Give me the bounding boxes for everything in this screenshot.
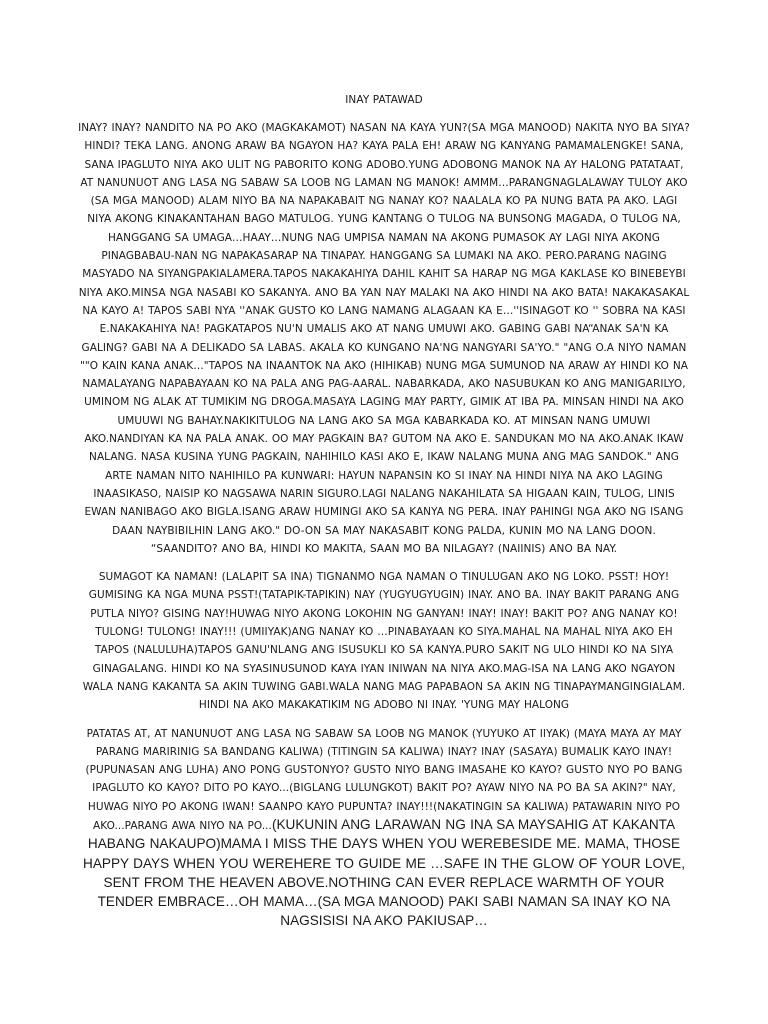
- paragraph-3-text: PATATAS AT, AT NANUNUOT ANG LASA NG SABAW SA LOOB NG MANOK (YUYUKO AT IIYAK) (MAYA MAYA AY MAY PARANG MARIRINIG SA BANDANG KALIWA) (TITINGIN SA KALIWA) INAY? INAY (SASAYA) BUMALIK KAYO INAY! (PUPUNASAN ANG LUHA) ANO PONG GUSTONYO? GUSTO NIYO BANG IMASAHE KO KAYO? GUSTO NYO PO BANG IPAGLUTO KO KAYO? DITO PO KAYO...(BIGLANG LULUNGKOT) BAKIT PO? AYAW NIYO NA PO BA SA AKIN?" NAY, HUWAG NIYO PO AKONG IWAN! SAANPO KAYO PUPUNTA? INAY!!!(NAKATINGIN SA KALIWA) PATAWARIN NIYO PO AKO...PARANG AWA NIYO NA PO...: [85, 727, 683, 832]
- paragraph-2: SUMAGOT KA NAMAN! (LALAPIT SA INA) TIGNANMO NGA NAMAN O TINULUGAN AKO NG LOKO. PSST! HOY! GUMISING KA NGA MUNA PSST!(TATAPIK-TAPIKIN) NAY (YUGYUGYUGIN) INAY. ANO BA. INAY BAKIT PARANG ANG PUTLA NIYO? GISING NAY!HUWAG NIYO AKONG LOKOHIN NG GANYAN! INAY! INAY! BAKIT PO? ANG NANAY KO! TULONG! TULONG! INAY!!! (UMIIYAK)ANG NANAY KO …PINABAYAAN KO SIYA.MAHAL NA MAHAL NIYA AKO EH TAPOS (NALULUHA)TAPOS GANU'NLANG ANG ISUSUKLI KO SA KANYA.PURO SAKIT NG ULO HINDI KO NA SIYA GINAGALANG. HINDI KO NA SYASINUSUNOD KAYA IYAN INIWAN NA NIYA AKO.MAG-ISA NA LANG AKO NGAYON WALA NANG KAKANTA SA AKIN TUWING GABI.WALA NANG MAG PAPABAON SA AKIN NG TINAPAYMANGINGIALAM. HINDI NA AKO MAKAKATIKIM NG ADOBO NI INAY. 'YUNG MAY HALONG: [82, 571, 686, 712]
- paragraph-1: INAY? INAY? NANDITO NA PO AKO (MAGKAKAMOT) NASAN NA KAYA YUN?(SA MGA MANOOD) NAKITA NYO BA SIYA? HINDI? TEKA LANG. ANONG ARAW BA NGAYON HA? KAYA PALA EH! ARAW NG KANYANG PAMAMALENGKE! SANA, SANA IPAGLUTO NIYA AKO ULIT NG PABORITO KONG ADOBO.YUNG ADOBONG MANOK NA AY HALONG PATATAAT, AT NANUNUOT ANG LASA NG SABAW SA LOOB NG LAMAN NG MANOK! AMMM…PARANGNAGLALAWAY TULOY AKO (SA MGA MANOOD) ALAM NIYO BA NA NAPAKABAIT NG NANAY KO? NAALALA KO PA NUNG BATA PA AKO. LAGI NIYA AKONG KINAKANTAHAN BAGO MATULOG. YUNG KANTANG O TULOG NA BUNSONG MAGADA, O TULOG NA, HANGGANG SA UMAGA…HAAY…NUNG NAG UMPISA NAMAN NA AKONG PUMASOK AY LAGI NIYA AKONG PINAGBABAU-NAN NG NAPAKASARAP NA TINAPAY. HANGGANG SA LUMAKI NA AKO. PERO.PARANG NAGING MASYADO NA SIYANGPAKIALAMERA.TAPOS NAKAKAHIYA DAHIL KAHIT SA HARAP NG MGA KAKLASE KO BINEBEYBI NIYA AKO.MINSA NGA NASABI KO SAKANYA. ANO BA YAN NAY MALAKI NA AKO HINDI NA AKO BATA! NAKAKASAKAL NA KAYO A! TAPOS SABI NYA ''ANAK GUSTO KO LANG NAMANG ALAGAAN KA E…''ISINAGOT KO '' SOBRA NA KASI E.NAKAKAHIYA NA! PAGKATAPOS NU'N UMALIS AKO AT NANG UMUWI AKO. GABING GABI NA“ANAK SA'N KA GALING? GABI NA A DELIKADO SA LABAS. AKALA KO KUNGANO NA'NG NANGYARI SA'YO." "ANG O.A NIYO NAMAN ""O KAIN KANA ANAK…"TAPOS NA INAANTOK NA AKO (HIHIKAB) NUNG MGA SUMUNOD NA ARAW AY HINDI KO NA NAMALAYANG NAPABAYAAN KO NA PALA ANG PAG-AARAL. NABARKADA, AKO NASUBUKAN KO ANG MANIGARILYO, UMINOM NG ALAK AT TUMIKIM NG DROGA.MASAYA LAGING MAY PARTY, GIMIK AT IBA PA. MINSAN HINDI NA AKO UMUUWI NG BAHAY.NAKIKITULOG NA LANG AKO SA MGA KABARKADA KO. AT MINSAN NANG UMUWI AKO.NANDIYAN KA NA PALA ANAK. OO MAY PAGKAIN BA? GUTOM NA AKO E. SANDUKAN MO NA AKO.ANAK IKAW NALANG. NASA KUSINA YUNG PAGKAIN, NAHIHILO KASI AKO E, IKAW NALANG MUNA ANG MAG SANDOK." ANG ARTE NAMAN NITO NAHIHILO PA KUNWARI: HAYUN NAPANSIN KO SI INAY NA HINDI NIYA NA AKO LAGING INAASIKASO, NAISIP KO NAGSAWA NARIN SIGURO.LAGI NALANG NAKAHILATA SA HIGAAN KAIN, TULOG, LINIS EWAN NANIBAGO AKO BIGLA.ISANG ARAW HUMINGI AKO SA KANYA NG PERA. INAY PAHINGI NGA AKO NG ISANG DAAN NAYBIBILHIN LANG AKO." DO-ON SA MAY NAKASABIT KONG PALDA, KUNIN MO NA LANG DOON. “SAANDITO? ANO BA, HINDI KO MAKITA, SAAN MO BA NILAGAY? (NAIINIS) ANO BA NAY.: [78, 122, 690, 555]
- document-body: [78, 91, 690, 932]
- paragraph-3: [78, 725, 690, 932]
- document-title: INAY PATAWAD: [345, 94, 423, 106]
- paragraph-3-song-text: (KUKUNIN ANG LARAWAN NG INA SA MAYSAHIG AT KAKANTA HABANG NAKAUPO)MAMA I MISS THE DAYS WHEN YOU WEREBESIDE ME. MAMA, THOSE HAPPY DAYS WHEN YOU WEREHERE TO GUIDE ME …SAFE IN THE GLOW OF YOUR LOVE, SENT FROM THE HEAVEN ABOVE.NOTHING CAN EVER REPLACE WARMTH OF YOUR TENDER EMBRACE…OH MAMA…(SA MGA MANOOD) PAKI SABI NAMAN SA INAY KO NA NAGSISISI NA AKO PAKIUSAP…: [83, 816, 685, 929]
